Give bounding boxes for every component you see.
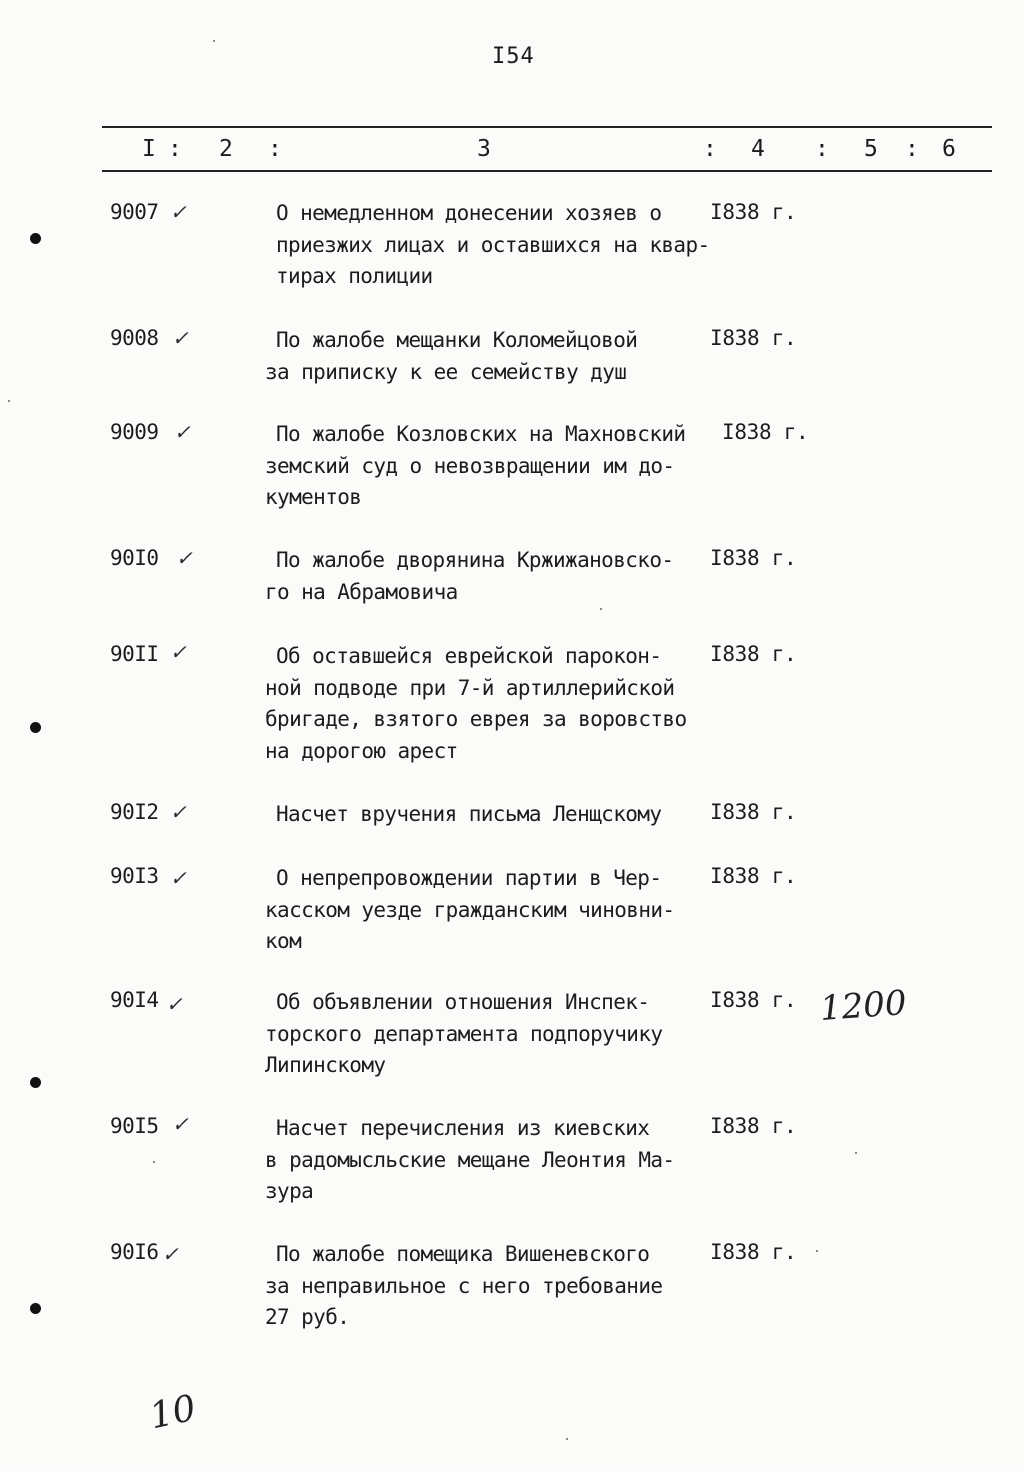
entry-year: I838 г. bbox=[710, 200, 797, 224]
header-separator: : bbox=[905, 136, 919, 162]
entry-year: I838 г. bbox=[710, 1240, 797, 1264]
check-mark-icon: ✓ bbox=[172, 1112, 189, 1136]
entry-number: 90I5 bbox=[110, 1114, 159, 1138]
entry-description: Об объявлении отношения Инспек- торского департамента подпоручику Липинскому bbox=[265, 990, 663, 1077]
scan-speck bbox=[8, 400, 10, 402]
header-col-1: I bbox=[142, 136, 156, 162]
entry-description: Об оставшейся еврейской парокон- ной подводе при 7-й артиллерийской бригаде, взятого еврея за воровство на дорогою арест bbox=[265, 644, 687, 763]
scan-speck bbox=[213, 40, 215, 42]
punch-hole bbox=[30, 722, 41, 733]
header-col-2: 2 bbox=[219, 136, 233, 162]
entry-description: Насчет перечисления из киевских в радомысльские мещане Леонтия Ма- зура bbox=[265, 1116, 675, 1203]
entry-description: О немедленном донесении хозяев о приезжих лицах и оставшихся на квар- тирах полиции bbox=[276, 201, 710, 288]
entry-description: По жалобе мещанки Коломейцовой за приписку к ее семейству душ bbox=[265, 328, 638, 384]
entry-year: I838 г. bbox=[710, 546, 797, 570]
page-number: I54 bbox=[492, 44, 535, 69]
entry-year: I838 г. bbox=[710, 642, 797, 666]
header-col-6: 6 bbox=[942, 136, 956, 162]
scan-speck bbox=[566, 1438, 568, 1440]
entry-number: 90I4 bbox=[110, 988, 159, 1012]
punch-hole bbox=[30, 1303, 41, 1314]
entry-number: 9009 bbox=[110, 420, 159, 444]
header-separator: : bbox=[815, 136, 829, 162]
header-separator: : bbox=[268, 136, 282, 162]
scan-speck bbox=[600, 608, 602, 610]
check-mark-icon: ✓ bbox=[170, 800, 187, 824]
check-mark-icon: ✓ bbox=[170, 200, 187, 224]
entry-number: 90I0 bbox=[110, 546, 159, 570]
entry-year: I838 г. bbox=[710, 1114, 797, 1138]
entry-number: 90I2 bbox=[110, 800, 159, 824]
entry-number: 90I3 bbox=[110, 864, 159, 888]
check-mark-icon: ✓ bbox=[176, 546, 193, 570]
entry-description: По жалобе Козловских на Махновский земский суд о невозвращении им до- кументов bbox=[265, 422, 686, 509]
entry-year: I838 г. bbox=[710, 326, 797, 350]
scan-speck bbox=[816, 1250, 818, 1252]
header-separator: : bbox=[168, 136, 182, 162]
entry-number: 9007 bbox=[110, 200, 159, 224]
entry-number: 90I6 bbox=[110, 1240, 159, 1264]
entry-description: По жалобе дворянина Кржижановско- го на Абрамовича bbox=[265, 548, 674, 604]
entry-year: I838 г. bbox=[710, 864, 797, 888]
handwritten-footer-note: 10 bbox=[146, 1387, 200, 1438]
scan-speck bbox=[855, 1152, 857, 1154]
header-separator: : bbox=[703, 136, 717, 162]
punch-hole bbox=[30, 233, 41, 244]
check-mark-icon: ✓ bbox=[162, 1242, 179, 1266]
header-bottom-rule bbox=[102, 170, 992, 172]
check-mark-icon: ✓ bbox=[174, 420, 191, 444]
entry-year: I838 г. bbox=[710, 800, 797, 824]
entry-number: 90II bbox=[110, 642, 159, 666]
header-col-3: 3 bbox=[477, 136, 491, 162]
header-col-5: 5 bbox=[864, 136, 878, 162]
handwritten-total: 1200 bbox=[818, 983, 908, 1029]
entry-number: 9008 bbox=[110, 326, 159, 350]
check-mark-icon: ✓ bbox=[166, 992, 183, 1016]
check-mark-icon: ✓ bbox=[172, 326, 189, 350]
punch-hole bbox=[30, 1077, 41, 1088]
entry-year: I838 г. bbox=[722, 420, 809, 444]
entry-description: О непрепровождении партии в Чер- касском уезде гражданским чиновни- ком bbox=[265, 866, 675, 953]
scan-speck bbox=[153, 1161, 155, 1163]
header-col-4: 4 bbox=[751, 136, 765, 162]
check-mark-icon: ✓ bbox=[170, 866, 187, 890]
entry-year: I838 г. bbox=[710, 988, 797, 1012]
header-top-rule bbox=[102, 126, 992, 128]
entry-description: Насчет вручения письма Ленщскому bbox=[276, 802, 662, 826]
entry-description: По жалобе помещика Вишеневского за неправильное с него требование 27 руб. bbox=[265, 1242, 663, 1329]
check-mark-icon: ✓ bbox=[170, 640, 187, 664]
